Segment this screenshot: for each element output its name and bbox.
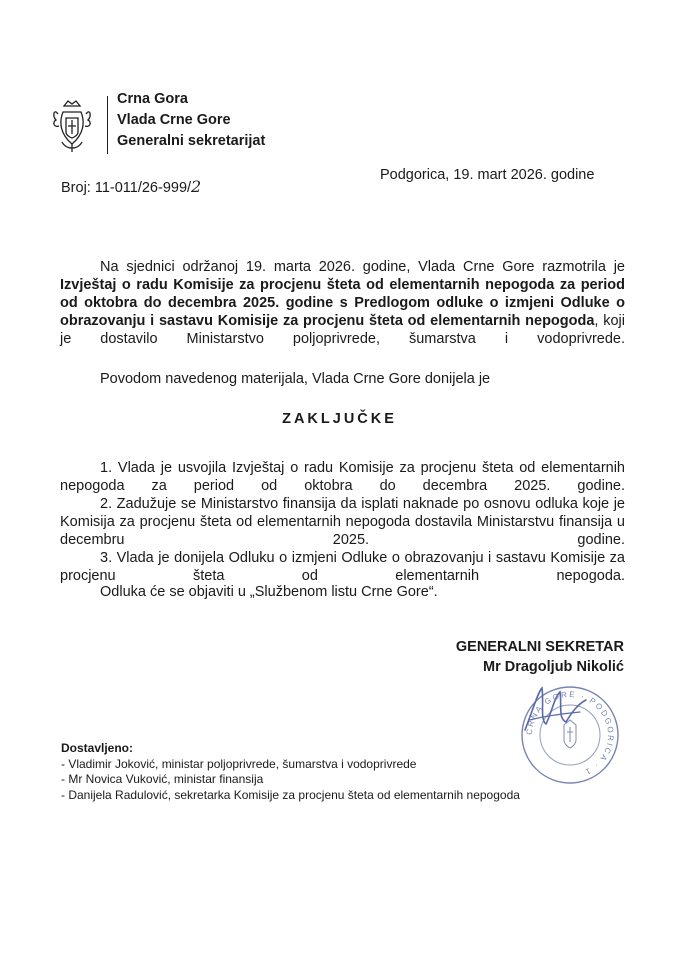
place-date: Podgorica, 19. mart 2026. godine: [380, 167, 595, 183]
distribution-item: - Danijela Radulović, sekretarka Komisije za procjenu šteta od elementarnih nepogoda: [61, 787, 520, 802]
distribution-item: - Mr Novica Vuković, ministar finansija: [61, 772, 264, 786]
handwritten-signature: [520, 682, 595, 737]
signatory-title: GENERALNI SEKRETAR: [455, 639, 624, 655]
country-name: Crna Gora: [117, 91, 188, 107]
odluka-note: Odluka će se objaviti u „Službenom listu Crne Gore“.: [100, 584, 438, 600]
header-divider: [107, 96, 108, 154]
government-name: Vlada Crne Gore: [117, 112, 231, 128]
conclusions-heading: ZAKLJUČKE: [282, 411, 397, 427]
conclusion-1: 1. Vlada je usvojila Izvještaj o radu Komisije za procjenu šteta od elementarnih nepogoda za period od oktobra do decembra 2025. godine.: [60, 460, 625, 494]
conclusion-3: 3. Vlada je donijela Odluku o izmjeni Odluke o obrazovanju i sastavu Komisije za procjenu šteta od elementarnih nepogoda.: [60, 550, 625, 584]
signature-block: [456, 637, 624, 677]
coat-of-arms-logo: [50, 98, 94, 154]
seal-text: CRNA GORE · PODGORICA · 1: [524, 689, 616, 778]
reference-number: [61, 177, 201, 196]
office-name: Generalni sekretarijat: [117, 133, 266, 149]
issuer-block: [117, 89, 265, 152]
conclusion-2: 2. Zadužuje se Ministarstvo finansija da isplati naknade po osnovu odluka koje je Komisija za procjenu šteta od elementarnih nepogoda dostavila Ministarstvu finansija u decembru 2025. godine.: [60, 496, 625, 548]
intro-part2: , koji je dostavilo Ministarstvo poljoprivrede, šumarstva i vodoprivrede.: [60, 313, 625, 347]
intro-paragraph: [60, 258, 625, 348]
distribution-list: [61, 741, 520, 803]
povodom-line: Povodom navedenog materijala, Vlada Crne Gore donijela je: [100, 371, 491, 387]
handwritten-suffix: 2: [191, 177, 202, 196]
distribution-title: Dostavljeno:: [61, 741, 134, 755]
signatory-name: Mr Dragoljub Nikolić: [483, 659, 624, 675]
intro-bold: Izvještaj o radu Komisije za procjenu šteta od elementarnih nepogoda za period od oktobra do decembra 2025. godine s Predlogom odluke o izmjeni Odluke o obrazovanju i sastavu Komisije za procjenu šteta od elementarnih nepogoda: [60, 277, 625, 329]
reference-number-text: Broj: 11-011/26-999/: [61, 180, 192, 196]
distribution-item: - Vladimir Joković, ministar poljoprivrede, šumarstva i vodoprivrede: [61, 756, 417, 771]
intro-part1: Na sjednici održanoj 19. marta 2026. godine, Vlada Crne Gore razmotrila je: [100, 259, 625, 275]
